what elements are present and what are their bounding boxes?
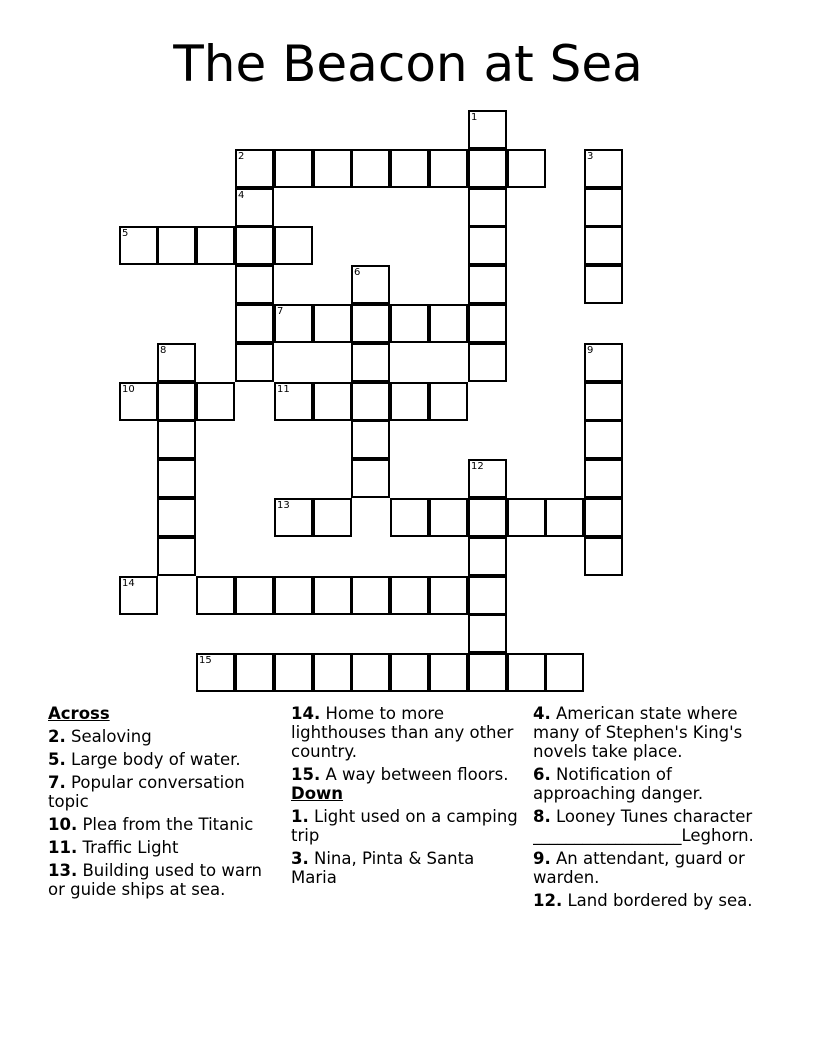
clue-down-8-blank: __________________Leghorn. <box>533 826 754 845</box>
grid-cell[interactable] <box>468 537 507 576</box>
grid-cell[interactable] <box>545 653 584 692</box>
clue-down-8: 8. Looney Tunes character __________________Leghorn. <box>533 807 754 845</box>
grid-cell[interactable] <box>351 420 390 459</box>
clue-across-14: 14. Home to more lighthouses than any other country. <box>291 704 514 761</box>
grid-cell-12[interactable] <box>468 459 507 498</box>
grid-cell[interactable] <box>196 382 235 421</box>
across-heading: Across <box>48 704 110 723</box>
grid-cell[interactable] <box>468 149 507 188</box>
grid-cell-4[interactable] <box>235 188 274 227</box>
grid-cell[interactable] <box>584 420 623 459</box>
grid-cell[interactable] <box>235 343 274 382</box>
grid-cell[interactable] <box>429 576 468 615</box>
grid-cell[interactable] <box>313 149 352 188</box>
grid-cell-8[interactable] <box>157 343 196 382</box>
grid-cell-10[interactable] <box>119 382 158 421</box>
cell-number: 13 <box>277 500 290 511</box>
grid-cell[interactable] <box>274 653 313 692</box>
grid-cell[interactable] <box>507 149 546 188</box>
grid-cell[interactable] <box>584 537 623 576</box>
clue-across-7: 7. Popular conversation topic <box>48 773 245 811</box>
grid-cell[interactable] <box>545 498 584 537</box>
grid-cell-9[interactable] <box>584 343 623 382</box>
down-heading: Down <box>291 784 344 803</box>
grid-cell[interactable] <box>351 653 390 692</box>
grid-cell[interactable] <box>235 265 274 304</box>
grid-cell[interactable] <box>274 226 313 265</box>
cell-number: 9 <box>587 345 594 356</box>
grid-cell[interactable] <box>313 498 352 537</box>
grid-cell[interactable] <box>468 343 507 382</box>
grid-cell[interactable] <box>313 382 352 421</box>
grid-cell[interactable] <box>390 382 429 421</box>
clues-column-1 <box>48 704 276 903</box>
grid-cell[interactable] <box>274 576 313 615</box>
grid-cell[interactable] <box>390 498 429 537</box>
grid-cell-13[interactable] <box>274 498 313 537</box>
grid-cell[interactable] <box>584 188 623 227</box>
grid-cell[interactable] <box>468 614 507 653</box>
clue-down-12: 12. Land bordered by sea. <box>533 891 753 910</box>
puzzle-title: The Beacon at Sea <box>173 35 643 93</box>
grid-cell[interactable] <box>468 498 507 537</box>
grid-cell[interactable] <box>584 498 623 537</box>
cell-number: 1 <box>471 112 478 123</box>
grid-cell[interactable] <box>196 226 235 265</box>
grid-cell[interactable] <box>274 149 313 188</box>
grid-cell[interactable] <box>390 149 429 188</box>
grid-cell[interactable] <box>507 653 546 692</box>
grid-cell[interactable] <box>584 459 623 498</box>
grid-cell-6[interactable] <box>351 265 390 304</box>
grid-cell-11[interactable] <box>274 382 313 421</box>
grid-cell[interactable] <box>390 576 429 615</box>
grid-cell[interactable] <box>313 304 352 343</box>
cell-number: 4 <box>238 190 245 201</box>
clues-column-2 <box>291 704 519 891</box>
clue-down-6: 6. Notification of approaching danger. <box>533 765 704 803</box>
grid-cell[interactable] <box>429 149 468 188</box>
grid-cell-3[interactable] <box>584 149 623 188</box>
grid-cell[interactable] <box>235 653 274 692</box>
grid-cell[interactable] <box>157 382 196 421</box>
grid-cell[interactable] <box>351 382 390 421</box>
grid-cell[interactable] <box>235 226 274 265</box>
clue-across-11: 11. Traffic Light <box>48 838 179 857</box>
grid-cell[interactable] <box>429 382 468 421</box>
grid-cell[interactable] <box>235 304 274 343</box>
clue-across-2: 2. Sealoving <box>48 727 152 746</box>
clue-across-10: 10. Plea from the Titanic <box>48 815 254 834</box>
grid-cell[interactable] <box>157 498 196 537</box>
grid-cell[interactable] <box>468 576 507 615</box>
clue-across-13: 13. Building used to warn or guide ships at sea. <box>48 861 262 899</box>
grid-cell-15[interactable] <box>196 653 235 692</box>
grid-cell[interactable] <box>196 576 235 615</box>
clue-across-15: 15. A way between floors. <box>291 765 509 784</box>
grid-cell[interactable] <box>313 576 352 615</box>
grid-cell[interactable] <box>429 653 468 692</box>
grid-cell[interactable] <box>507 498 546 537</box>
grid-cell[interactable] <box>390 653 429 692</box>
clues-column-3 <box>533 704 769 914</box>
grid-cell[interactable] <box>468 265 507 304</box>
cell-number: 12 <box>471 461 484 472</box>
grid-cell[interactable] <box>584 382 623 421</box>
grid-cell-14[interactable] <box>119 576 158 615</box>
clue-down-1: 1. Light used on a camping trip <box>291 807 518 845</box>
grid-cell[interactable] <box>468 226 507 265</box>
clue-down-9: 9. An attendant, guard or warden. <box>533 849 745 887</box>
cell-number: 14 <box>122 578 135 589</box>
grid-cell[interactable] <box>429 498 468 537</box>
grid-cell[interactable] <box>235 576 274 615</box>
grid-cell[interactable] <box>351 459 390 498</box>
grid-cell[interactable] <box>468 653 507 692</box>
grid-cell[interactable] <box>468 304 507 343</box>
cell-number: 11 <box>277 384 290 395</box>
grid-cell[interactable] <box>351 576 390 615</box>
cell-number: 7 <box>277 306 284 317</box>
grid-cell-5[interactable] <box>119 226 158 265</box>
cell-number: 3 <box>587 151 594 162</box>
grid-cell[interactable] <box>351 343 390 382</box>
grid-cell[interactable] <box>584 226 623 265</box>
grid-cell[interactable] <box>429 304 468 343</box>
grid-cell-7[interactable] <box>274 304 313 343</box>
cell-number: 15 <box>199 655 212 666</box>
cell-number: 6 <box>354 267 361 278</box>
clue-down-3: 3. Nina, Pinta & Santa Maria <box>291 849 475 887</box>
grid-cell[interactable] <box>351 304 390 343</box>
cell-number: 2 <box>238 151 245 162</box>
grid-cell-1[interactable] <box>468 110 507 149</box>
grid-cell[interactable] <box>157 226 196 265</box>
cell-number: 8 <box>160 345 167 356</box>
grid-cell[interactable] <box>157 420 196 459</box>
grid-cell[interactable] <box>468 188 507 227</box>
grid-cell-2[interactable] <box>235 149 274 188</box>
clue-down-4: 4. American state where many of Stephen's King's novels take place. <box>533 704 743 761</box>
cell-number: 10 <box>122 384 135 395</box>
clue-across-5: 5. Large body of water. <box>48 750 241 769</box>
grid-cell[interactable] <box>157 537 196 576</box>
grid-cell[interactable] <box>157 459 196 498</box>
grid-cell[interactable] <box>390 304 429 343</box>
grid-cell[interactable] <box>351 149 390 188</box>
grid-cell[interactable] <box>584 265 623 304</box>
grid-cell[interactable] <box>313 653 352 692</box>
cell-number: 5 <box>122 228 129 239</box>
